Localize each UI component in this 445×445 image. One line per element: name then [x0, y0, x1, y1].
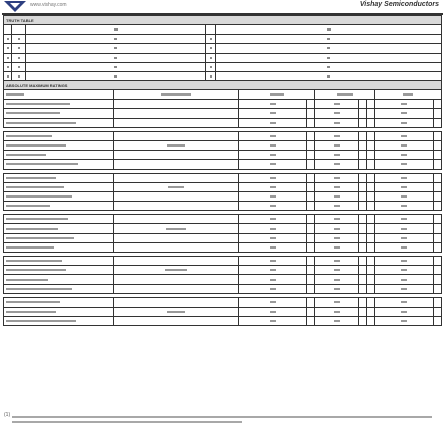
table-row [4, 182, 442, 191]
cell-text [270, 237, 276, 239]
cell-text [270, 177, 276, 179]
cell-text [401, 260, 407, 262]
cell-text [334, 205, 340, 207]
cell-text [6, 269, 66, 271]
cell-text [401, 301, 407, 303]
cell-text [6, 320, 76, 322]
cell-text [401, 237, 407, 239]
cell-text [270, 144, 276, 146]
cell-text [334, 237, 340, 239]
cell-text [401, 205, 407, 207]
cell-text [401, 195, 407, 197]
cell-text [6, 288, 72, 290]
cell-text [6, 112, 60, 114]
cell-text [334, 103, 340, 105]
cell-text [334, 260, 340, 262]
cell-text [334, 246, 340, 248]
table-row [4, 173, 442, 182]
cell-text [6, 279, 48, 281]
cell-text [334, 154, 340, 156]
table-row [4, 256, 442, 265]
cell-text [401, 154, 407, 156]
cell-text [270, 122, 276, 124]
cell-text [334, 301, 340, 303]
company-name: Vishay Semiconductors [359, 1, 439, 8]
footnote-marker: (1) [4, 412, 11, 418]
table-row [4, 118, 442, 127]
abs-max-header-row [4, 90, 442, 99]
table-row [4, 243, 442, 252]
cell-text [334, 288, 340, 290]
cell-text [6, 135, 52, 137]
table-row [4, 284, 442, 293]
cell-text [6, 195, 72, 197]
cell-text [334, 144, 340, 146]
cell-text [334, 279, 340, 281]
cell-text [401, 186, 407, 188]
cell-text [334, 269, 340, 271]
cell-text [270, 218, 276, 220]
cell-text [270, 311, 276, 313]
table-row [4, 53, 442, 62]
table-row [4, 109, 442, 118]
absolute-maximum-ratings-table [3, 80, 442, 326]
cell-text [334, 320, 340, 322]
table-row [4, 160, 442, 169]
table-row [4, 298, 442, 307]
footnote [4, 414, 440, 423]
cell-text [401, 135, 407, 137]
cell-text [168, 186, 184, 188]
cell-text [401, 103, 407, 105]
cell-text [401, 279, 407, 281]
cell-text [334, 311, 340, 313]
cell-text [401, 320, 407, 322]
cell-text [270, 163, 276, 165]
cell-text [6, 228, 58, 230]
cell-text [6, 311, 56, 313]
cell-text [6, 205, 50, 207]
cell-text [334, 135, 340, 137]
cell-text [6, 144, 66, 146]
cell-text [270, 135, 276, 137]
table-row [4, 34, 442, 43]
cell-text [270, 279, 276, 281]
cell-text [270, 260, 276, 262]
cell-text [401, 311, 407, 313]
cell-text [334, 177, 340, 179]
cell-text [6, 103, 70, 105]
cell-text [401, 288, 407, 290]
cell-text [6, 154, 46, 156]
cell-text [401, 269, 407, 271]
table-row [4, 307, 442, 316]
table-row [4, 192, 442, 201]
table-row [4, 201, 442, 210]
cell-text [401, 246, 407, 248]
cell-text [167, 144, 185, 146]
cell-text [270, 112, 276, 114]
abs-max-title: ABSOLUTE MAXIMUM RATINGS [4, 81, 442, 90]
cell-text [334, 195, 340, 197]
table-row [4, 131, 442, 140]
vishay-logo-icon [4, 1, 26, 12]
cell-text [270, 186, 276, 188]
cell-text [401, 144, 407, 146]
cell-text [6, 177, 56, 179]
cell-text [167, 311, 185, 313]
cell-text [6, 260, 62, 262]
table-row [4, 99, 442, 108]
abs-max-title-row [4, 81, 442, 90]
table-row [4, 44, 442, 53]
table-row [4, 150, 442, 159]
table-row [4, 266, 442, 275]
cell-text [334, 218, 340, 220]
cell-text [334, 228, 340, 230]
cell-text [270, 228, 276, 230]
table-row [4, 275, 442, 284]
truth-table-title: TRUTH TABLE [4, 16, 442, 25]
cell-text [270, 320, 276, 322]
cell-text [6, 218, 68, 220]
cell-text [165, 269, 187, 271]
header-text [327, 28, 331, 30]
truth-table [3, 15, 442, 82]
table-row [4, 233, 442, 242]
cell-text [6, 163, 78, 165]
cell-text [401, 228, 407, 230]
cell-text [334, 163, 340, 165]
table-row [4, 316, 442, 325]
cell-text [6, 301, 60, 303]
table-row [4, 62, 442, 71]
cell-text [6, 122, 76, 124]
cell-text [401, 122, 407, 124]
cell-text [270, 269, 276, 271]
cell-text [6, 246, 54, 248]
cell-text [270, 154, 276, 156]
cell-text [401, 112, 407, 114]
website-link[interactable]: www.vishay.com [30, 2, 67, 8]
truth-table-title-row [4, 16, 442, 25]
table-row [4, 224, 442, 233]
cell-text [6, 186, 64, 188]
cell-text [6, 237, 74, 239]
table-row [4, 25, 442, 34]
cell-text [401, 218, 407, 220]
cell-text [334, 186, 340, 188]
cell-text [401, 163, 407, 165]
cell-text [270, 288, 276, 290]
page-header [0, 0, 445, 14]
cell-text [270, 205, 276, 207]
table-row [4, 141, 442, 150]
cell-text [270, 195, 276, 197]
table-row [4, 215, 442, 224]
header-text [114, 28, 118, 30]
cell-text [166, 228, 186, 230]
cell-text [270, 301, 276, 303]
cell-text [334, 122, 340, 124]
cell-text [270, 246, 276, 248]
cell-text [401, 177, 407, 179]
cell-text [334, 112, 340, 114]
cell-text [270, 103, 276, 105]
